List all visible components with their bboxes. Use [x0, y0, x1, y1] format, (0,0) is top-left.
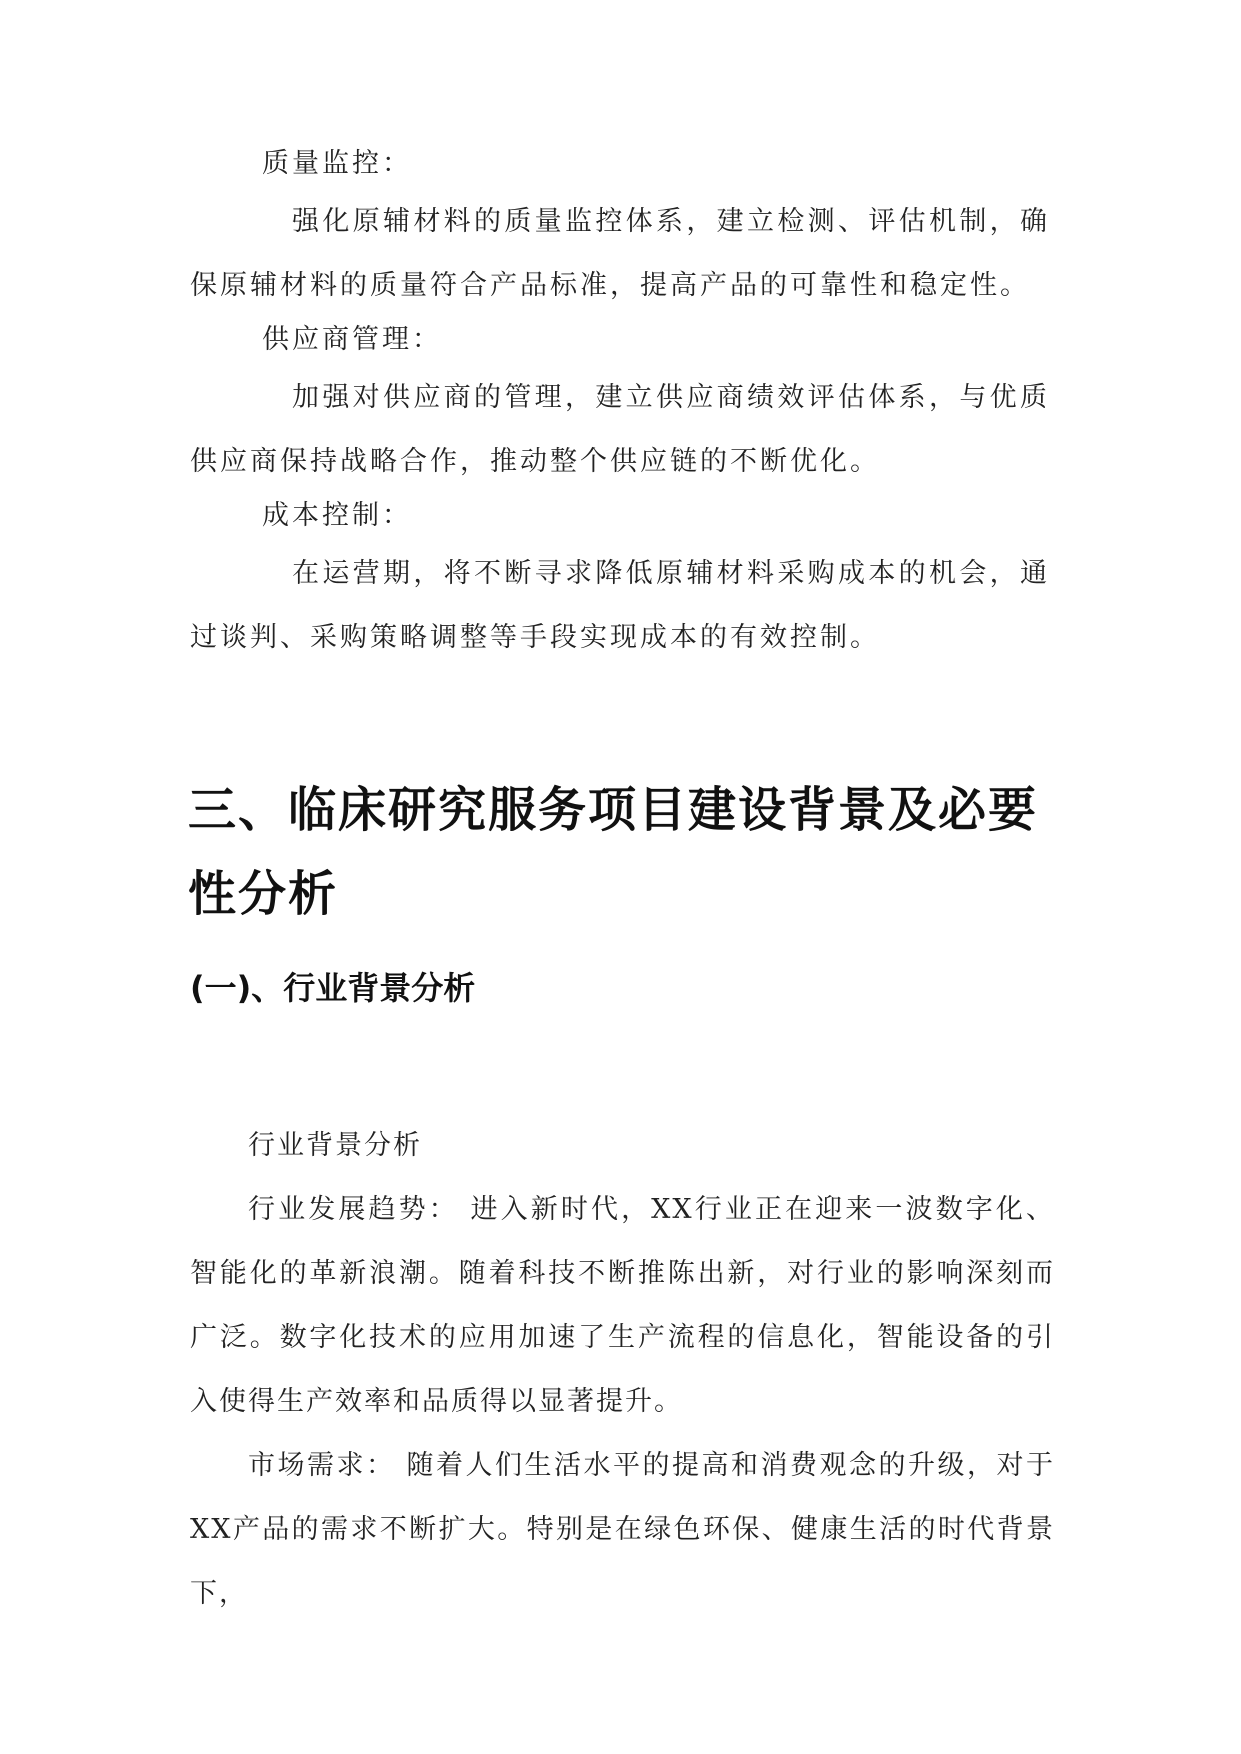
- industry-trend-paragraph: 行业发展趋势： 进入新时代，XX行业正在迎来一波数字化、智能化的革新浪潮。随着科技不断推陈出新，对行业的影响深刻而广泛。数字化技术的应用加速了生产流程的信息化，智能设备的引入使得生产效率和品质得以显著提升。: [190, 1194, 1055, 1417]
- chapter-title: 三、临床研究服务项目建设背景及必要性分析: [188, 782, 1039, 922]
- industry-intro-label: 行业背景分析: [248, 1130, 422, 1161]
- quality-monitoring-paragraph: 强化原辅材料的质量监控体系，建立检测、评估机制，确保原辅材料的质量符合产品标准，提高产品的可靠性和稳定性。: [190, 206, 1050, 301]
- market-demand-paragraph: 市场需求： 随着人们生活水平的提高和消费观念的升级，对于XX产品的需求不断扩大。特别是在绿色环保、健康生活的时代背景下，: [190, 1450, 1055, 1609]
- supplier-management-paragraph: 加强对供应商的管理，建立供应商绩效评估体系，与优质供应商保持战略合作，推动整个供应链的不断优化。: [190, 382, 1050, 477]
- cost-control-heading: 成本控制：: [262, 500, 412, 531]
- quality-monitoring-heading: 质量监控：: [262, 148, 412, 179]
- cost-control-paragraph: 在运营期，将不断寻求降低原辅材料采购成本的机会，通过谈判、采购策略调整等手段实现成本的有效控制。: [190, 558, 1050, 653]
- subsection-title: (一)、行业背景分析: [190, 969, 476, 1007]
- supplier-management-heading: 供应商管理：: [262, 324, 442, 355]
